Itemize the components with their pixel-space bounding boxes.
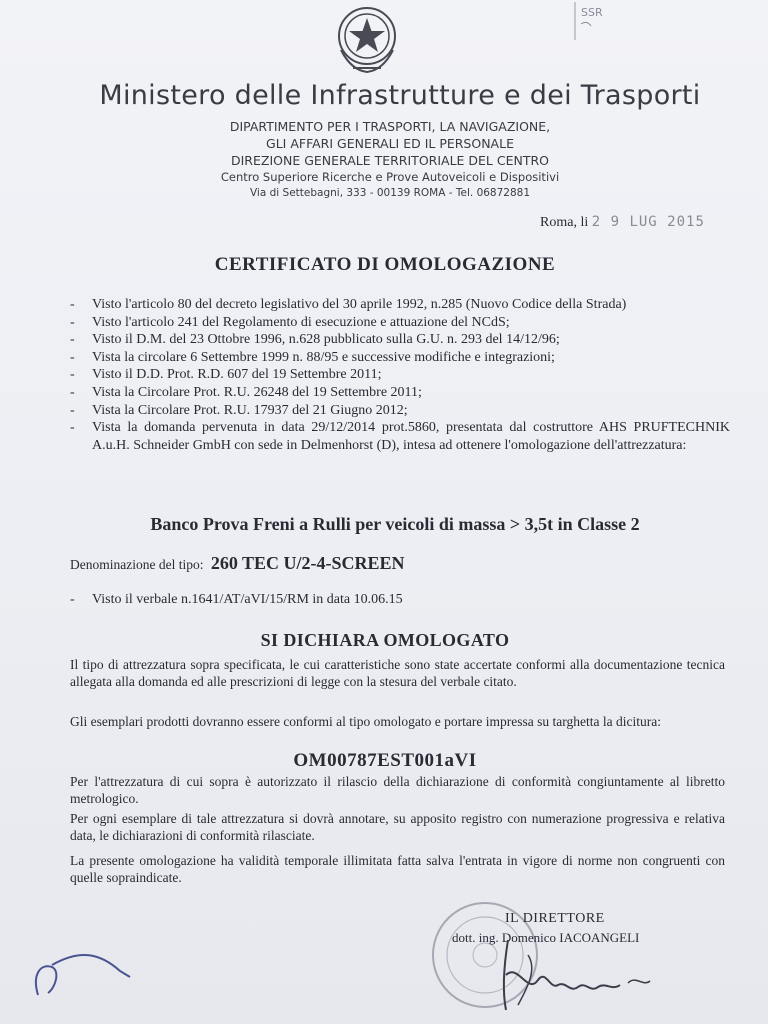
verbale-line: - Visto il verbale n.1641/AT/aVI/15/RM in data 10.06.15 [70,592,403,608]
paragraph-validity: La presente omologazione ha validità temporale illimitata fatta salva l'entrata in vigore di norme non congruenti con quelle sopraindicate. [70,853,725,885]
pen-mark [30,935,140,1005]
republic-emblem-icon [331,0,403,76]
visto-item: - Visto l'articolo 241 del Regolamento di esecuzione e attuazione del NCdS; [70,314,730,332]
signer-name: dott. ing. Domenico IACOANGELI [452,930,640,945]
visto-item: - Visto l'articolo 80 del decreto legislativo del 30 aprile 1992, n.285 (Nuovo Codice della Strada) [70,296,730,314]
ministry-heading: Ministero delle Infrastrutture e dei Trasporti [99,80,701,111]
type-row [70,553,405,574]
date-stamp: 2 9 LUG 2015 [591,214,705,230]
address-line: Via di Settebagni, 333 - 00139 ROMA - Tel. 06872881 [249,187,531,199]
direction-line: DIREZIONE GENERALE TERRITORIALE DEL CENTRO [230,153,550,168]
svg-text:SSR: SSR [581,6,603,19]
department-line-2: GLI AFFARI GENERALI ED IL PERSONALE [266,136,514,151]
department-line-1: DIPARTIMENTO PER I TRASPORTI, LA NAVIGAZIONE, [229,119,551,134]
visto-item: - Visto il D.M. del 23 Ottobre 1996, n.628 pubblicato sulla G.U. n. 293 del 14/12/96; [70,331,730,349]
approval-code: OM00787EST001aVI [293,750,477,771]
paragraph-declaration-release: Per l'attrezzatura di cui sopra è autorizzato il rilascio della dichiarazione di conformità congiuntamente al libretto metrologico. [70,774,725,806]
visto-item: - Vista la Circolare Prot. R.U. 17937 del 21 Giugno 2012; [70,402,730,420]
signer-title: IL DIRETTORE [505,911,605,926]
device-name: Banco Prova Freni a Rulli per veicoli di massa > 3,5t in Classe 2 [150,514,640,534]
certificate-title: CERTIFICATO DI OMOLOGAZIONE [214,254,556,275]
paragraph-conformity: Il tipo di attrezzatura sopra specificata, le cui caratteristiche sono state accertate conformi alla documentazione tecnica allegata alla domanda ed alle prescrizioni di legge con la stesura del verbale citato. [70,657,725,689]
visto-item: - Vista la Circolare Prot. R.U. 26248 del 19 Settembre 2011; [70,384,730,402]
type-value: 260 TEC U/2-4-SCREEN [210,553,405,573]
type-label: Denominazione del tipo: [70,557,204,572]
paragraph-specimens: Gli esemplari prodotti dovranno essere conformi al tipo omologato e portare impressa su targhetta la dicitura: [70,714,661,729]
visto-list [70,296,730,454]
centre-line: Centro Superiore Ricerche e Prove Autoveicoli e Dispositivi [220,170,560,184]
visto-item: - Vista la circolare 6 Settembre 1999 n. 88/95 e successive modifiche e integrazioni; [70,349,730,367]
visto-item: - Visto il D.D. Prot. R.D. 607 del 19 Settembre 2011; [70,366,730,384]
visto-item: - Vista la domanda pervenuta in data 29/12/2014 prot.5860, presentata dal costruttore AHS PRUFTECHNIK A.u.H. Schneider GmbH con sede in Delmenhorst (D), intesa ad ottenere l'omologazione dell'attrezzatura: [70,419,730,454]
corner-handwritten-note [555,0,768,46]
paragraph-register: Per ogni esemplare di tale attrezzatura si dovrà annotare, su apposito registro con numerazione progressiva e relativa data, le dichiarazioni di conformità rilasciate. [70,811,725,843]
date-row [540,214,705,231]
handwritten-signature [478,935,678,1015]
date-label: Roma, li [540,215,589,230]
declaration-heading: SI DICHIARA OMOLOGATO [260,630,510,650]
